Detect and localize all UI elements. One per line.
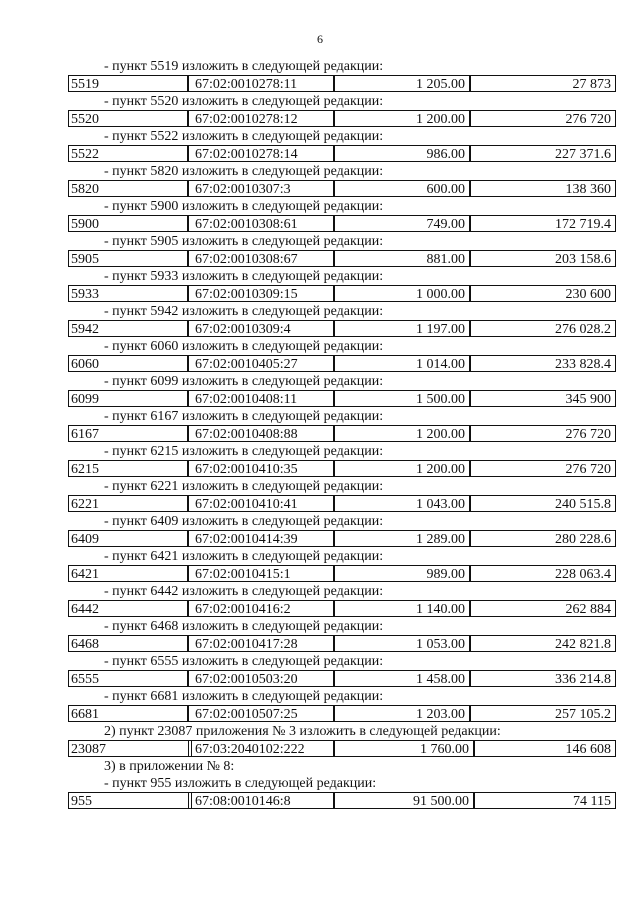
item-heading: - пункт 955 изложить в следующей редакции: bbox=[104, 776, 377, 791]
item-number-cell: 5900 bbox=[68, 215, 188, 232]
table-row bbox=[0, 705, 640, 723]
item-heading: - пункт 6681 изложить в следующей редакции: bbox=[104, 689, 384, 704]
item-number-cell: 955 bbox=[68, 792, 192, 809]
item-number-cell: 5905 bbox=[68, 250, 188, 267]
section-heading: 2) пункт 23087 приложения № 3 изложить в следующей редакции: bbox=[104, 724, 501, 739]
item-number-cell: 6555 bbox=[68, 670, 188, 687]
table-row bbox=[0, 460, 640, 478]
document-body bbox=[0, 58, 640, 810]
table-row bbox=[0, 740, 640, 758]
item-heading: - пункт 6221 изложить в следующей редакции: bbox=[104, 479, 384, 494]
cadastral-number-cell: 67:02:0010307:3 bbox=[188, 180, 334, 197]
table-row bbox=[0, 145, 640, 163]
value-cell: 257 105.2 bbox=[470, 705, 616, 722]
area-cell: 989.00 bbox=[334, 565, 470, 582]
cadastral-number-cell: 67:02:0010410:35 bbox=[188, 460, 334, 477]
item-heading: - пункт 6409 изложить в следующей редакции: bbox=[104, 514, 384, 529]
item-number-cell: 5942 bbox=[68, 320, 188, 337]
cadastral-number-cell: 67:02:0010408:11 bbox=[188, 390, 334, 407]
table-row bbox=[0, 495, 640, 513]
area-cell: 1 197.00 bbox=[334, 320, 470, 337]
area-cell: 91 500.00 bbox=[334, 792, 474, 809]
item-number-cell: 6468 bbox=[68, 635, 188, 652]
item-heading: - пункт 5905 изложить в следующей редакции: bbox=[104, 234, 384, 249]
value-cell: 27 873 bbox=[470, 75, 616, 92]
table-row bbox=[0, 635, 640, 653]
cadastral-number-cell: 67:02:0010417:28 bbox=[188, 635, 334, 652]
area-cell: 1 053.00 bbox=[334, 635, 470, 652]
item-heading: - пункт 6099 изложить в следующей редакции: bbox=[104, 374, 384, 389]
item-heading: - пункт 5520 изложить в следующей редакции: bbox=[104, 94, 384, 109]
item-heading: - пункт 5933 изложить в следующей редакции: bbox=[104, 269, 384, 284]
area-cell: 1 200.00 bbox=[334, 425, 470, 442]
item-heading: - пункт 5900 изложить в следующей редакции: bbox=[104, 199, 384, 214]
table-row bbox=[0, 390, 640, 408]
cadastral-number-cell: 67:03:2040102:222 bbox=[188, 740, 334, 757]
area-cell: 1 000.00 bbox=[334, 285, 470, 302]
value-cell: 276 720 bbox=[470, 425, 616, 442]
area-cell: 986.00 bbox=[334, 145, 470, 162]
table-row bbox=[0, 670, 640, 688]
item-heading: - пункт 6060 изложить в следующей редакции: bbox=[104, 339, 384, 354]
cadastral-number-cell: 67:02:0010308:67 bbox=[188, 250, 334, 267]
cadastral-number-cell: 67:02:0010507:25 bbox=[188, 705, 334, 722]
value-cell: 138 360 bbox=[470, 180, 616, 197]
area-cell: 1 200.00 bbox=[334, 110, 470, 127]
item-number-cell: 6099 bbox=[68, 390, 188, 407]
item-heading: - пункт 6468 изложить в следующей редакции: bbox=[104, 619, 384, 634]
item-number-cell: 5933 bbox=[68, 285, 188, 302]
value-cell: 276 720 bbox=[470, 110, 616, 127]
value-cell: 230 600 bbox=[470, 285, 616, 302]
value-cell: 172 719.4 bbox=[470, 215, 616, 232]
item-number-cell: 6421 bbox=[68, 565, 188, 582]
cadastral-number-cell: 67:02:0010414:39 bbox=[188, 530, 334, 547]
table-row bbox=[0, 75, 640, 93]
area-cell: 1 458.00 bbox=[334, 670, 470, 687]
table-row bbox=[0, 215, 640, 233]
item-number-cell: 6221 bbox=[68, 495, 188, 512]
item-heading: - пункт 6421 изложить в следующей редакции: bbox=[104, 549, 384, 564]
area-cell: 1 289.00 bbox=[334, 530, 470, 547]
value-cell: 233 828.4 bbox=[470, 355, 616, 372]
area-cell: 749.00 bbox=[334, 215, 470, 232]
page-number: 6 bbox=[317, 32, 323, 46]
cadastral-number-cell: 67:02:0010415:1 bbox=[188, 565, 334, 582]
table-row bbox=[0, 530, 640, 548]
item-number-cell: 6442 bbox=[68, 600, 188, 617]
cadastral-number-cell: 67:02:0010410:41 bbox=[188, 495, 334, 512]
cadastral-number-cell: 67:02:0010278:11 bbox=[188, 75, 334, 92]
area-cell: 1 760.00 bbox=[334, 740, 474, 757]
area-cell: 1 500.00 bbox=[334, 390, 470, 407]
table-row bbox=[0, 250, 640, 268]
item-heading: - пункт 6442 изложить в следующей редакции: bbox=[104, 584, 384, 599]
value-cell: 228 063.4 bbox=[470, 565, 616, 582]
value-cell: 336 214.8 bbox=[470, 670, 616, 687]
table-row bbox=[0, 565, 640, 583]
table-row bbox=[0, 600, 640, 618]
value-cell: 146 608 bbox=[474, 740, 616, 757]
cadastral-number-cell: 67:02:0010408:88 bbox=[188, 425, 334, 442]
item-number-cell: 5820 bbox=[68, 180, 188, 197]
item-heading: - пункт 5519 изложить в следующей редакции: bbox=[104, 59, 384, 74]
cadastral-number-cell: 67:02:0010278:14 bbox=[188, 145, 334, 162]
value-cell: 276 028.2 bbox=[470, 320, 616, 337]
item-number-cell: 6215 bbox=[68, 460, 188, 477]
area-cell: 1 014.00 bbox=[334, 355, 470, 372]
item-number-cell: 5519 bbox=[68, 75, 188, 92]
area-cell: 600.00 bbox=[334, 180, 470, 197]
cadastral-number-cell: 67:02:0010503:20 bbox=[188, 670, 334, 687]
item-number-cell: 6681 bbox=[68, 705, 188, 722]
item-number-cell: 6060 bbox=[68, 355, 188, 372]
item-heading: - пункт 5522 изложить в следующей редакции: bbox=[104, 129, 384, 144]
value-cell: 280 228.6 bbox=[470, 530, 616, 547]
section-heading: 3) в приложении № 8: bbox=[104, 759, 235, 774]
value-cell: 240 515.8 bbox=[470, 495, 616, 512]
table-row bbox=[0, 355, 640, 373]
item-number-cell: 5520 bbox=[68, 110, 188, 127]
area-cell: 1 200.00 bbox=[334, 460, 470, 477]
cadastral-number-cell: 67:02:0010416:2 bbox=[188, 600, 334, 617]
cadastral-number-cell: 67:02:0010308:61 bbox=[188, 215, 334, 232]
area-cell: 1 203.00 bbox=[334, 705, 470, 722]
item-number-cell: 6409 bbox=[68, 530, 188, 547]
cadastral-number-cell: 67:02:0010278:12 bbox=[188, 110, 334, 127]
value-cell: 242 821.8 bbox=[470, 635, 616, 652]
item-number-cell: 6167 bbox=[68, 425, 188, 442]
item-heading: - пункт 5820 изложить в следующей редакции: bbox=[104, 164, 384, 179]
value-cell: 203 158.6 bbox=[470, 250, 616, 267]
item-heading: - пункт 6167 изложить в следующей редакции: bbox=[104, 409, 384, 424]
item-heading: - пункт 5942 изложить в следующей редакции: bbox=[104, 304, 384, 319]
area-cell: 1 043.00 bbox=[334, 495, 470, 512]
item-number-cell: 5522 bbox=[68, 145, 188, 162]
table-row bbox=[0, 180, 640, 198]
cadastral-number-cell: 67:02:0010309:4 bbox=[188, 320, 334, 337]
cadastral-number-cell: 67:02:0010309:15 bbox=[188, 285, 334, 302]
table-row bbox=[0, 110, 640, 128]
item-heading: - пункт 6215 изложить в следующей редакции: bbox=[104, 444, 384, 459]
table-row bbox=[0, 425, 640, 443]
area-cell: 881.00 bbox=[334, 250, 470, 267]
cadastral-number-cell: 67:02:0010405:27 bbox=[188, 355, 334, 372]
cadastral-number-cell: 67:08:0010146:8 bbox=[188, 792, 334, 809]
item-heading: - пункт 6555 изложить в следующей редакции: bbox=[104, 654, 384, 669]
value-cell: 227 371.6 bbox=[470, 145, 616, 162]
value-cell: 262 884 bbox=[470, 600, 616, 617]
area-cell: 1 140.00 bbox=[334, 600, 470, 617]
table-row bbox=[0, 285, 640, 303]
table-row bbox=[0, 320, 640, 338]
table-row bbox=[0, 792, 640, 810]
item-number-cell: 23087 bbox=[68, 740, 192, 757]
value-cell: 345 900 bbox=[470, 390, 616, 407]
value-cell: 276 720 bbox=[470, 460, 616, 477]
area-cell: 1 205.00 bbox=[334, 75, 470, 92]
value-cell: 74 115 bbox=[474, 792, 616, 809]
